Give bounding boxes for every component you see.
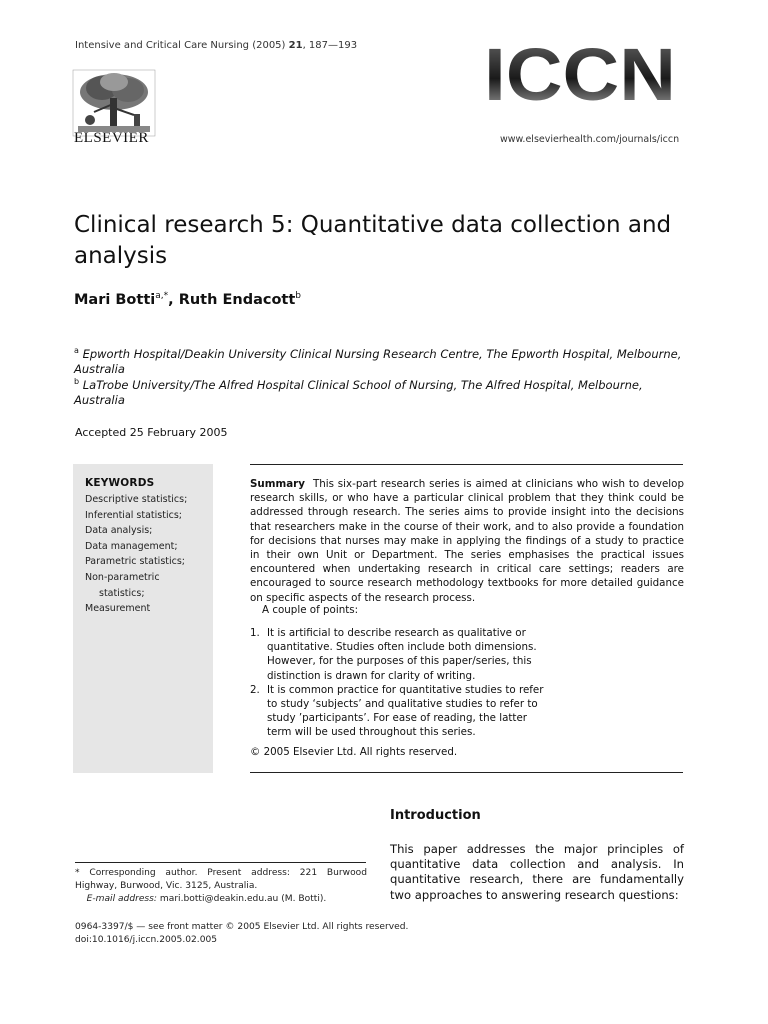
footnote-rule [75, 862, 366, 863]
summary-top-rule [250, 464, 683, 465]
list-item-text: It is common practice for quantitative studies to refer to study ‘subjects’ and qualitative studies to refer to study ’participants’. For ease of reading, the latter term will be used throughout this series. [267, 683, 544, 739]
keyword-item: Non-parametric [85, 571, 160, 583]
affiliation-mark: b [74, 377, 80, 386]
email-label: E-mail address: [86, 894, 157, 904]
footnote-mark: * [75, 868, 80, 878]
corresponding-author-footnote [75, 867, 367, 906]
affiliation-mark: a [74, 346, 79, 355]
summary-text: This six-part research series is aimed at clinicians who wish to develop research skills, or who have a particular clinical problem that they think could be addressed through research. The series aims to provide insight into the decisions that researchers make in the course of their work, and to also provide a foundation for decisions that nurses may make in applying the findings of a study to practice in their own Unit or Department. The series emphasises the practical issues encountered when undertaking research in critical care settings; readers are encouraged to source research methodology textbooks for more detailed guidance on specific aspects of the research process. [250, 478, 684, 604]
issn-block [75, 921, 408, 947]
keywords-heading: KEYWORDS [85, 477, 155, 489]
author-separator: , [168, 291, 179, 308]
summary-couple-of-points: A couple of points: [262, 604, 359, 616]
author-list [74, 291, 301, 308]
list-item-number: 2. [250, 683, 260, 696]
author-name: Ruth Endacott [178, 291, 296, 308]
summary-bottom-rule [250, 772, 683, 773]
list-item-number: 1. [250, 627, 260, 639]
email-address[interactable]: mari.botti@deakin.edu.au [159, 894, 279, 904]
keyword-item: Measurement [85, 603, 151, 615]
iccn-logo-icon [484, 40, 684, 112]
summary-copyright: © 2005 Elsevier Ltd. All rights reserved. [250, 746, 458, 758]
journal-reference [75, 40, 357, 51]
doi-line[interactable]: doi:10.1016/j.iccn.2005.02.005 [75, 935, 218, 945]
keyword-item: Data management; [85, 540, 178, 552]
article-title: Clinical research 5: Quantitative data collection and analysis [74, 212, 672, 269]
keyword-item: Inferential statistics; [85, 509, 182, 521]
author-affiliation-mark: b [295, 291, 302, 301]
keywords-list [85, 492, 187, 617]
affiliation-text: LaTrobe University/The Alfred Hospital Clinical School of Nursing, The Alfred Hospital, Melbourne, Australia [74, 377, 643, 408]
journal-volume: 21 [288, 40, 303, 51]
list-item [250, 626, 550, 683]
keyword-item: Descriptive statistics; [85, 494, 188, 505]
journal-url[interactable]: www.elsevierhealth.com/journals/iccn [500, 134, 680, 145]
summary-label: Summary [250, 478, 305, 490]
affiliation-text: Epworth Hospital/Deakin University Clinical Nursing Research Centre, The Epworth Hospital, Melbourne, Australia [74, 346, 682, 377]
accepted-date: Accepted 25 February 2005 [75, 426, 228, 439]
iccn-logo-text: ICCN [484, 40, 676, 112]
keyword-item: Data analysis; [85, 525, 153, 537]
affiliation [74, 343, 684, 378]
keyword-item: statistics; [99, 587, 145, 599]
journal-pages: , 187—193 [302, 40, 358, 51]
publisher-name: ELSEVIER [74, 130, 149, 146]
list-item-text: It is artificial to describe research as qualitative or quantitative. Studies often include both dimensions. However, for the purposes of this paper/series, this distinction is drawn for clarity of writing. [267, 627, 537, 682]
summary-points-list [250, 626, 550, 740]
issn-line: 0964-3397/$ — see front matter © 2005 Elsevier Ltd. All rights reserved. [75, 922, 409, 932]
summary-paragraph [250, 477, 684, 605]
author-name: Mari Botti [74, 291, 156, 308]
list-item [250, 683, 550, 740]
introduction-paragraph: This paper addresses the major principles of quantitative data collection and analysis. In quantitative research, there are fundamentally two approaches to answering research questions: [390, 842, 684, 902]
keyword-item: Parametric statistics; [85, 556, 186, 568]
footnote-text: Corresponding author. Present address: 221 Burwood Highway, Burwood, Vic. 3125, Australia. [75, 868, 367, 891]
affiliation [74, 374, 684, 409]
introduction-heading: Introduction [390, 808, 481, 823]
email-suffix: (M. Botti). [281, 894, 327, 904]
journal-name: Intensive and Critical Care Nursing (2005) [75, 40, 286, 51]
author-affiliation-mark: a,* [155, 291, 169, 301]
